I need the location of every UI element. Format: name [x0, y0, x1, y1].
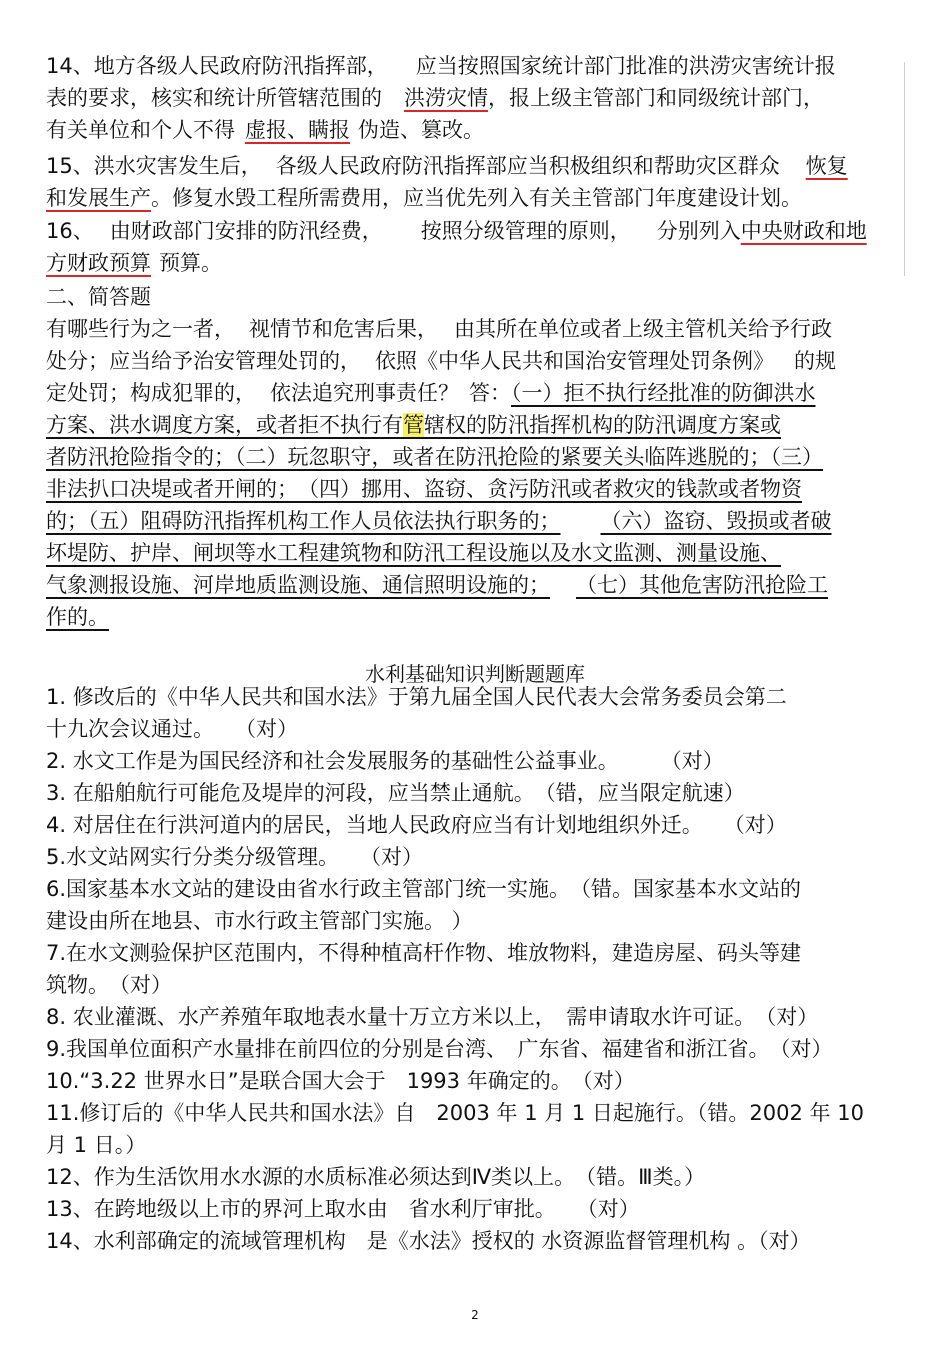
short-answer-section — [46, 281, 908, 633]
answer-text: 气象测报设施、河岸地质监测设施、通信照明设施的； — [46, 573, 550, 597]
list-item: 3. 在船舶航行可能危及堤岸的河段，应当禁止通航。 （错，应当限定航速） — [46, 781, 745, 805]
list-item: 9.我国单位面积产水量排在前四位的分别是台湾、 广东省、福建省和浙江省。 （对） — [46, 1037, 833, 1061]
text: 处分；应当给予治安管理处罚的， — [46, 349, 361, 373]
answer-line: 非法扒口决堤或者开闸的； （四）挪用、盗窃、贪污防汛或者救灾的钱款或者物资 — [46, 477, 802, 501]
line — [46, 150, 908, 182]
list-item: 2. 水文工作是为国民经济和社会发展服务的基础性公益事业。 （对） — [46, 749, 724, 773]
line — [46, 50, 908, 82]
list-item: 13、在跨地级以上市的界河上取水由 省水利厅审批。 （对） — [46, 1197, 640, 1221]
answer-text: 辖权的防汛指挥机构的防汛调度方案或 — [424, 413, 781, 437]
text: 有关单位和个人不得 — [46, 118, 235, 142]
text: ，报上级主管部门和同级统计部门， — [488, 86, 824, 110]
text: 应当按照国家统计部门批准的洪涝灾害统计报 — [415, 54, 836, 78]
answer-text: （六）盗窃、毁损或者破 — [600, 509, 832, 533]
list-item: 5.水文站网实行分类分级管理。 （对） — [46, 845, 424, 869]
answer-blank: 中央财政和地 — [740, 219, 867, 243]
highlighted-char: 管 — [403, 413, 424, 437]
answer-line: 者防汛抢险指令的；（二）玩忽职守，或者在防汛抢险的紧要关头临阵逃脱的；（三） — [46, 445, 823, 469]
text: 依照《中华人民共和国治安管理处罚条例》 — [375, 349, 774, 373]
list-item: 6.国家基本水文站的建设由省水行政主管部门统一实施。 （错。国家基本水文站的 — [46, 877, 802, 901]
text: 15、洪水灾害发生后， — [46, 154, 262, 178]
question-list — [46, 681, 908, 1257]
text: 。修复水毁工程所需费用，应当优先列入有关主管部门年度建设计划。 — [151, 186, 802, 210]
answer-text: 方案、洪水调度方案，或者拒不执行有 — [46, 413, 403, 437]
text: 的规 — [794, 349, 836, 373]
list-item: 4. 对居住在行洪河道内的居民，当地人民政府应当有计划地组织外迁。 （对） — [46, 813, 787, 837]
answer-blank: 方财政预算 — [46, 251, 151, 275]
line — [46, 569, 908, 601]
text: 有哪些行为之一者， — [46, 317, 235, 341]
list-item: 十九次会议通过。 （对） — [46, 717, 298, 741]
section-heading: 二、简答题 — [46, 285, 151, 309]
text: 视情节和危害后果， — [249, 317, 438, 341]
answer-text: （一）拒不执行经批准的防御洪水 — [511, 381, 816, 405]
text: 16、 — [46, 219, 94, 243]
answer-label: 答： — [469, 381, 511, 405]
line — [46, 215, 908, 247]
text: 伪造、篡改。 — [358, 118, 484, 142]
line — [46, 313, 908, 345]
list-item: 1. 修改后的《中华人民共和国水法》于第九届全国人民代表大会常务委员会第二 — [46, 685, 787, 709]
list-item: 8. 农业灌溉、水产养殖年取地表水量十万立方米以上， 需申请取水许可证。 （对） — [46, 1005, 819, 1029]
text: 由其所在单位或者上级主管机关给予行政 — [454, 317, 832, 341]
text: 定处罚；构成犯罪的， — [46, 381, 256, 405]
line — [46, 82, 908, 114]
list-item: 12、作为生活饮用水水源的水质标准必须达到Ⅳ类以上。 （错。Ⅲ类。） — [46, 1165, 706, 1189]
line — [46, 114, 908, 146]
list-item: 筑物。 （对） — [46, 973, 172, 997]
answer-blank: 虚报、瞒报 — [245, 118, 350, 142]
line — [46, 505, 908, 537]
text: 预算。 — [159, 251, 222, 275]
text: 分别列入 — [656, 219, 741, 243]
line — [46, 409, 908, 441]
answer-text: （七）其他危害防汛抢险工 — [576, 573, 828, 597]
list-item: 7.在水文测验保护区范围内，不得种植高杆作物、堆放物料，建造房屋、码头等建 — [46, 941, 802, 965]
fill-item-16 — [46, 215, 908, 279]
answer-blank: 洪涝灾情 — [404, 86, 488, 110]
answer-text: 作的。 — [46, 605, 109, 629]
fill-item-14 — [46, 50, 908, 146]
list-item: 月 1 日。） — [46, 1133, 147, 1157]
fill-item-15 — [46, 150, 908, 214]
list-item: 建设由所在地县、市水行政主管部门实施。 ） — [46, 909, 473, 933]
answer-blank: 恢复 — [805, 154, 848, 178]
line — [46, 377, 908, 409]
line — [46, 601, 908, 633]
answer-line: 坏堤防、护岸、闸坝等水工程建筑物和防汛工程设施以及水文监测、测量设施、 — [46, 541, 781, 565]
answer-text: 的；（五）阻碍防汛指挥机构工作人员依法执行职务的； — [46, 509, 561, 533]
section-title: 水利基础知识判断题题库 — [365, 662, 585, 686]
page-number: 2 — [471, 1308, 479, 1322]
text: 各级人民政府防汛指挥部应当积极组织和帮助灾区群众 — [275, 154, 780, 178]
line — [46, 247, 908, 279]
text: 14、地方各级人民政府防汛指挥部， — [46, 54, 388, 78]
line — [46, 182, 908, 214]
text: 由财政部门安排的防汛经费， — [109, 219, 383, 243]
text: 按照分级管理的原则， — [420, 219, 631, 243]
list-item: 10.“3.22 世界水日”是联合国大会于 1993 年确定的。 （对） — [46, 1069, 635, 1093]
text: 依法追究刑事责任？ — [270, 381, 459, 405]
line — [46, 345, 908, 377]
list-item: 11.修订后的《中华人民共和国水法》自 2003 年 1 月 1 日起施行。（错。2002 年 10 — [46, 1101, 864, 1125]
list-item: 14、水利部确定的流域管理机构 是《水法》授权的 水资源监督管理机构 。（对） — [46, 1229, 811, 1253]
answer-blank: 和发展生产 — [46, 186, 151, 210]
text: 表的要求，核实和统计所管辖范围的 — [46, 86, 382, 110]
